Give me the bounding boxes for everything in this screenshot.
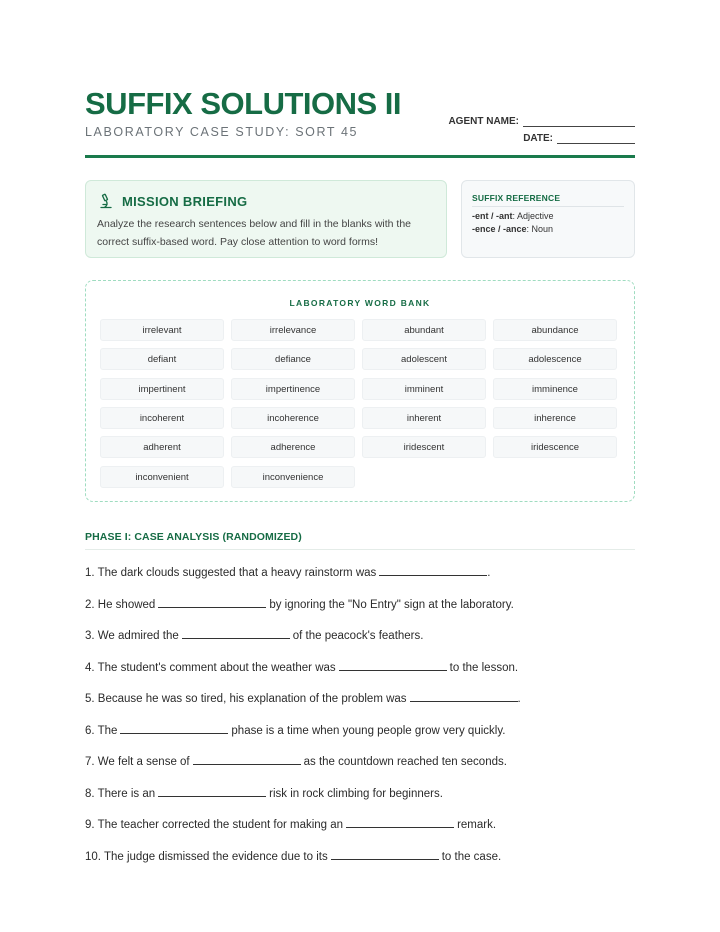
agent-name-row	[448, 110, 635, 127]
question-text-after: risk in rock climbing for beginners.	[269, 787, 443, 800]
word-bank-item: adherent	[100, 436, 224, 458]
answer-blank[interactable]	[182, 628, 290, 639]
question-item	[85, 849, 501, 863]
answer-blank[interactable]	[120, 723, 228, 734]
reference-row: -ent / -ant: Adjective	[472, 211, 554, 221]
word-bank-item: irrelevance	[231, 319, 355, 341]
word-bank-item: inherent	[362, 407, 486, 429]
suffix-reference-box	[461, 180, 635, 258]
date-row	[448, 127, 635, 144]
question-text-before: 5. Because he was so tired, his explanation of the problem was	[85, 693, 407, 705]
word-bank-item: abundance	[493, 319, 617, 341]
question-text-before: 4. The student's comment about the weather was	[85, 661, 336, 674]
question-item	[85, 723, 505, 737]
word-bank-item: iridescence	[493, 436, 617, 458]
reference-title: SUFFIX REFERENCE	[472, 193, 624, 207]
word-bank-title: LABORATORY WORD BANK	[289, 298, 431, 308]
question-text-before: 8. There is an	[85, 787, 156, 800]
question-text-before: 10. The judge dismissed the evidence due to its	[85, 850, 328, 863]
mission-briefing-box	[85, 180, 447, 258]
word-bank-item: irrelevant	[100, 319, 224, 341]
answer-blank[interactable]	[346, 817, 454, 828]
question-text-after: .	[517, 693, 521, 705]
header-divider	[85, 155, 635, 158]
briefing-title: MISSION BRIEFING	[122, 193, 248, 209]
question-item	[85, 691, 521, 705]
agent-name-field[interactable]	[523, 115, 635, 127]
word-bank-item: iridescent	[362, 436, 486, 458]
question-text-before: 1. The dark clouds suggested that a heavy rainstorm was	[85, 567, 377, 579]
answer-blank[interactable]	[158, 786, 266, 797]
word-bank-item: impertinence	[231, 378, 355, 400]
question-item	[85, 660, 518, 674]
question-item	[85, 565, 490, 579]
question-text-after: phase is a time when young people grow very quickly.	[231, 724, 506, 737]
word-bank-item: adolescent	[362, 348, 486, 370]
word-bank-item: incoherent	[100, 407, 224, 429]
reference-row: -ence / -ance: Noun	[472, 224, 554, 234]
question-text-after: of the peacock's feathers.	[292, 630, 424, 642]
word-bank-item: imminent	[362, 378, 486, 400]
question-text-before: 3. We admired the	[85, 630, 179, 642]
word-bank-item: defiance	[231, 348, 355, 370]
question-item	[85, 817, 496, 831]
answer-blank[interactable]	[410, 691, 518, 702]
word-bank-item: inherence	[493, 407, 617, 429]
word-bank	[85, 280, 635, 502]
agent-name-label: AGENT NAME:	[448, 116, 519, 127]
word-bank-item: imminence	[493, 378, 617, 400]
word-bank-item: inconvenience	[231, 466, 355, 488]
word-bank-item: inconvenient	[100, 466, 224, 488]
question-text-after: by ignoring the "No Entry" sign at the laboratory.	[269, 598, 514, 611]
worksheet-title: SUFFIX SOLUTIONS II	[85, 86, 402, 121]
briefing-text: Analyze the research sentences below and fill in the blanks with the correct suffix-based word. Pay close attention to word forms!	[97, 218, 412, 248]
question-text-before: 7. We felt a sense of	[85, 756, 190, 768]
date-field[interactable]	[557, 132, 635, 144]
question-item	[85, 628, 423, 642]
word-bank-item: defiant	[100, 348, 224, 370]
question-text-after: remark.	[457, 819, 497, 831]
word-bank-item: adherence	[231, 436, 355, 458]
question-item	[85, 597, 514, 611]
question-text-after: as the countdown reached ten seconds.	[303, 756, 507, 768]
question-text-after: to the lesson.	[449, 661, 519, 674]
question-text-before: 2. He showed	[85, 598, 156, 611]
word-bank-item: adolescence	[493, 348, 617, 370]
answer-blank[interactable]	[339, 660, 447, 671]
question-text-before: 9. The teacher corrected the student for making an	[85, 819, 344, 831]
question-item	[85, 786, 443, 800]
word-bank-item: incoherence	[231, 407, 355, 429]
question-text-after: to the case.	[441, 850, 502, 863]
question-text-before: 6. The	[85, 724, 118, 737]
agent-fields	[448, 110, 635, 144]
worksheet-subtitle: LABORATORY CASE STUDY: SORT 45	[85, 125, 359, 139]
date-label: DATE:	[523, 133, 553, 144]
microscope-icon	[98, 193, 114, 209]
answer-blank[interactable]	[379, 565, 487, 576]
question-text-after: .	[487, 567, 491, 579]
phase-title: PHASE I: CASE ANALYSIS (RANDOMIZED)	[85, 531, 635, 550]
word-bank-item: impertinent	[100, 378, 224, 400]
briefing-header	[98, 193, 247, 209]
answer-blank[interactable]	[193, 754, 301, 765]
question-item	[85, 754, 507, 768]
word-bank-item: abundant	[362, 319, 486, 341]
answer-blank[interactable]	[331, 849, 439, 860]
answer-blank[interactable]	[158, 597, 266, 608]
